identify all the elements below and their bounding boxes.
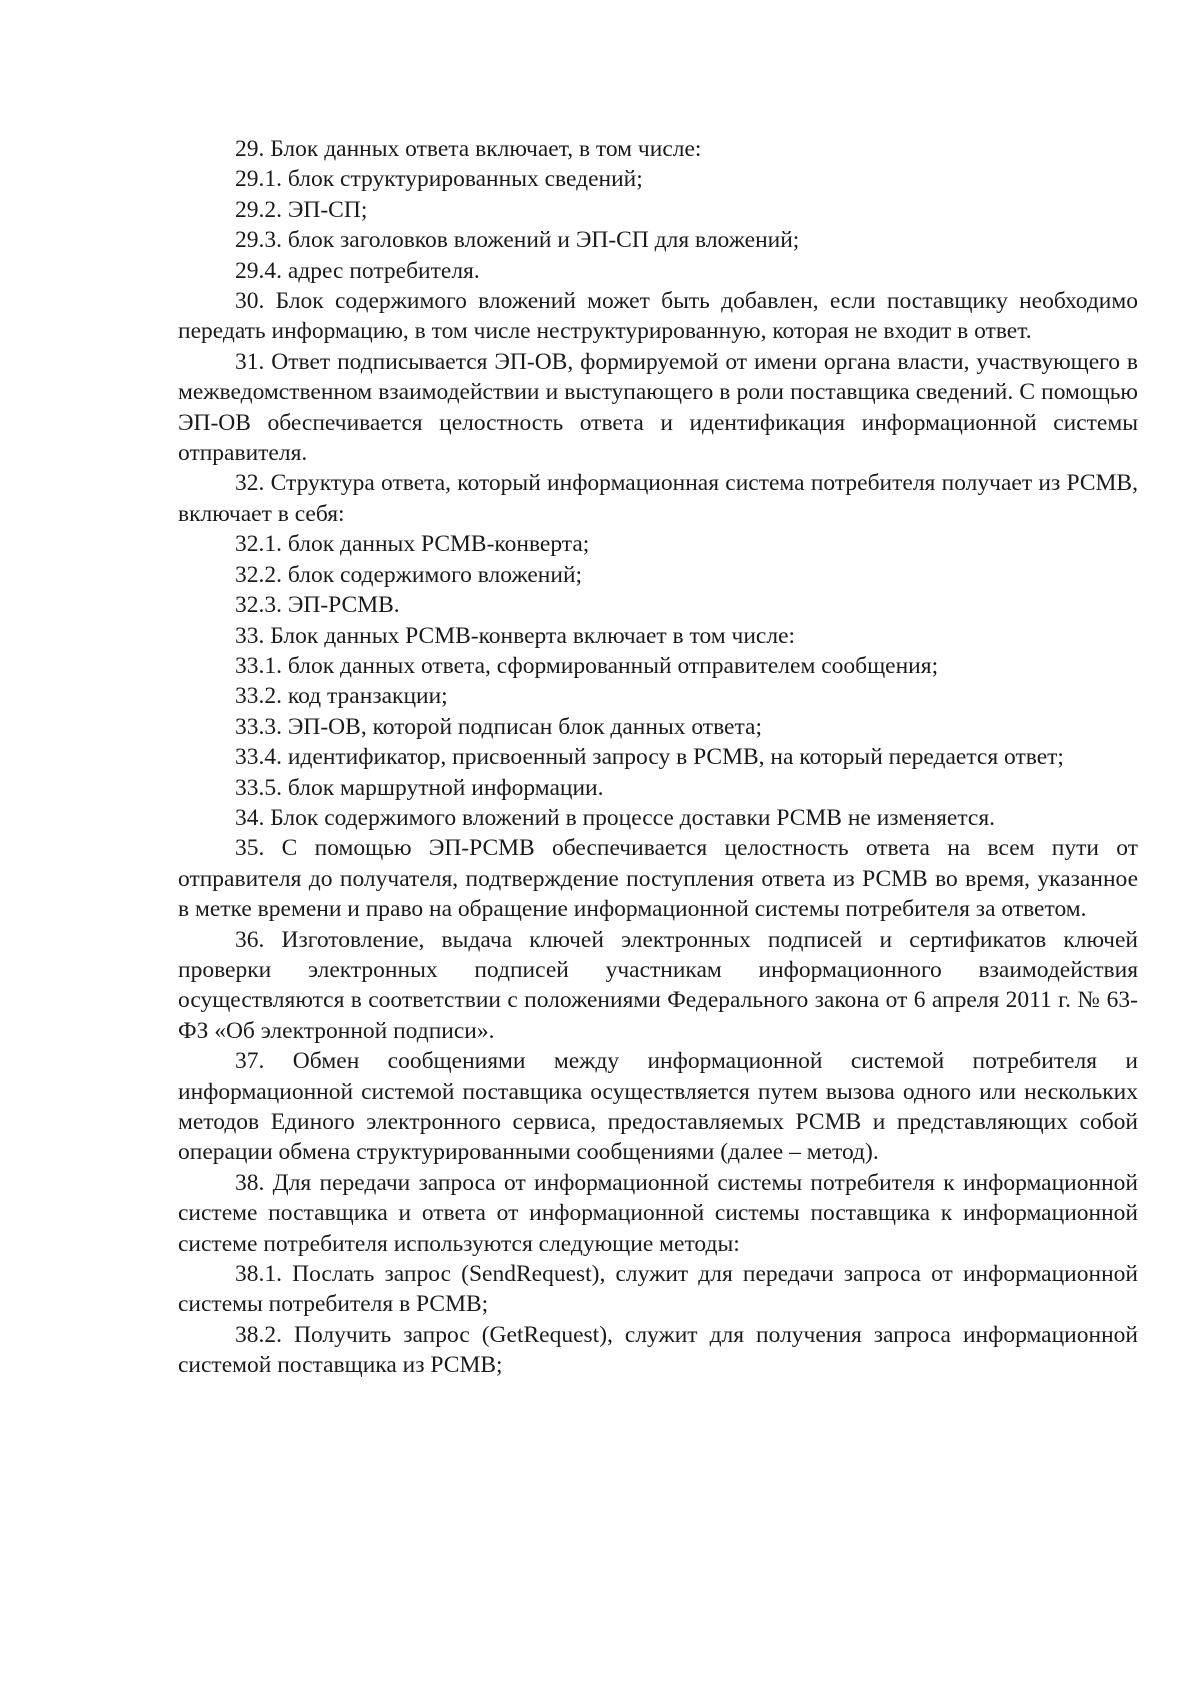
paragraph-33-3: 33.3. ЭП-ОВ, которой подписан блок данных ответа;: [235, 713, 762, 740]
paragraph-33-1: 33.1. блок данных ответа, сформированный отправителем сообщения;: [235, 652, 939, 679]
paragraph-33: 33. Блок данных РСМВ-конверта включает в том числе:: [235, 622, 796, 649]
paragraph-36: 36. Изготовление, выдача ключей электронных подписей и сертификатов ключей проверки электронных подписей участникам информационного взаимодействия осуществляются в соответствии с положениями Федерального закона от 6 апреля 2011 г. № 63-ФЗ «Об электронной подписи».: [178, 926, 1138, 1044]
paragraph-29-1: 29.1. блок структурированных сведений;: [235, 166, 643, 193]
paragraph-30: 30. Блок содержимого вложений может быть добавлен, если поставщику необходимо передать информацию, в том числе неструктурированную, которая не входит в ответ.: [178, 288, 1138, 345]
document-body: [178, 134, 1138, 1381]
paragraph-34: 34. Блок содержимого вложений в процессе доставки РСМВ не изменяется.: [235, 804, 996, 831]
paragraph-32: 32. Структура ответа, который информационная система потребителя получает из РСМВ, включает в себя:: [178, 470, 1138, 527]
paragraph-29-4: 29.4. адрес потребителя.: [235, 257, 480, 284]
paragraph-32-1: 32.1. блок данных РСМВ-конверта;: [235, 531, 590, 558]
paragraph-38: 38. Для передачи запроса от информационной системы потребителя к информационной системе поставщика и ответа от информационной системы поставщика к информационной системе потребителя используются следующие методы:: [178, 1169, 1138, 1257]
paragraph-29: 29. Блок данных ответа включает, в том числе:: [235, 136, 702, 162]
paragraph-31: 31. Ответ подписывается ЭП-ОВ, формируемой от имени органа власти, участвующего в межведомственном взаимодействии и выступающего в роли поставщика сведений. С помощью ЭП-ОВ обеспечивается целостность ответа и идентификация информационной системы отправителя.: [178, 348, 1138, 467]
paragraph-33-5: 33.5. блок маршрутной информации.: [235, 774, 604, 801]
paragraph-29-3: 29.3. блок заголовков вложений и ЭП-СП для вложений;: [235, 227, 800, 254]
paragraph-35: 35. С помощью ЭП-РСМВ обеспечивается целостность ответа на всем пути от отправителя до получателя, подтверждение поступления ответа из РСМВ во время, указанное в метке времени и право на обращение информационной системы потребителя за ответом.: [178, 835, 1138, 923]
paragraph-37: 37. Обмен сообщениями между информационной системой потребителя и информационной системой поставщика осуществляется путем вызова одного или нескольких методов Единого электронного сервиса, предоставляемых РСМВ и представляющих собой операции обмена структурированными сообщениями (далее – метод).: [178, 1048, 1138, 1166]
paragraph-33-4: 33.4. идентификатор, присвоенный запросу в РСМВ, на который передается ответ;: [235, 744, 1064, 771]
paragraph-38-2: 38.2. Получить запрос (GetRequest), служит для получения запроса информационной системой поставщика из РСМВ;: [178, 1321, 1138, 1379]
paragraph-32-2: 32.2. блок содержимого вложений;: [235, 561, 583, 588]
paragraph-38-1: 38.1. Послать запрос (SendRequest), служит для передачи запроса от информационной системы потребителя в РСМВ;: [178, 1261, 1138, 1318]
paragraph-32-3: 32.3. ЭП-РСМВ.: [235, 592, 400, 619]
paragraph-33-2: 33.2. код транзакции;: [235, 683, 448, 710]
paragraph-29-2: 29.2. ЭП-СП;: [235, 196, 368, 223]
